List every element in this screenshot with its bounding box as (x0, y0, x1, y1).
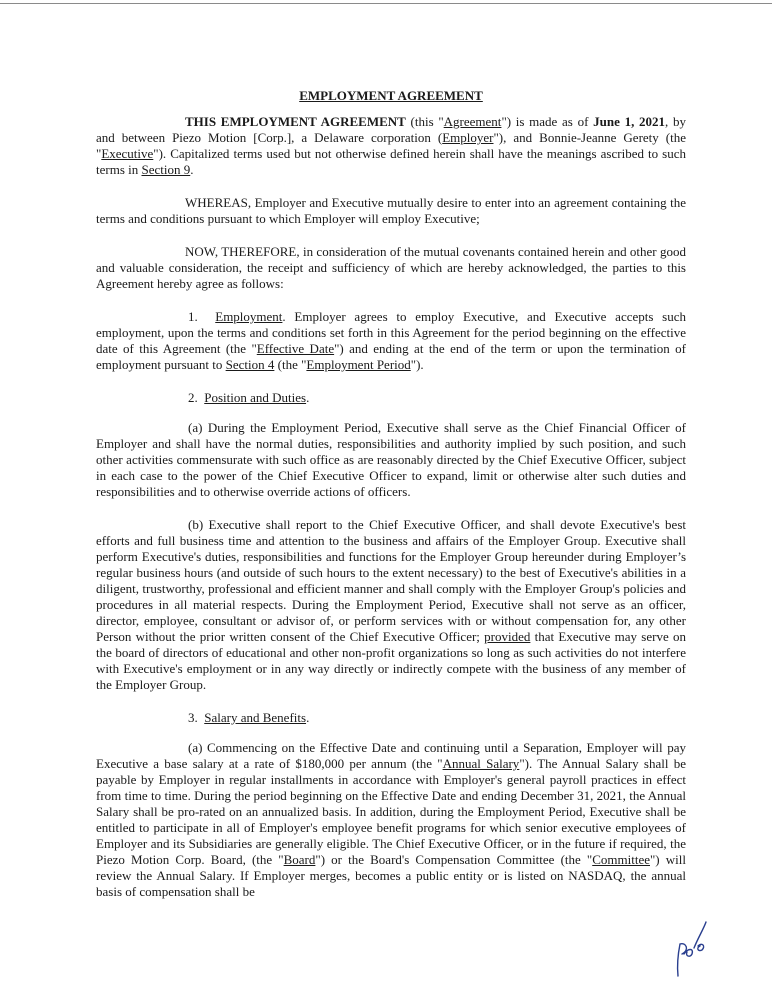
section-9-reference: Section 9 (141, 162, 191, 177)
board-term: Board (283, 852, 316, 867)
employer-term: Employer (442, 130, 494, 145)
section-3a-text-4: ") will review the Annual Salary. If Employer merges, becomes a public entity or is listed on NASDAQ, the annual basis of compensation shall be (96, 852, 686, 899)
intro-text-4: "), and Bonnie-Jeanne Gerety (the " (96, 130, 686, 161)
section-1-text-2: ") and ending at the end of the term or upon the termination of employment pursuant to (96, 341, 686, 372)
intro-text-6: . (190, 162, 194, 177)
section-3-heading-end: . (306, 710, 310, 725)
section-2-heading-line (96, 390, 686, 406)
section-2-heading: Position and Duties (204, 390, 307, 405)
annual-salary-term: Annual Salary (442, 756, 520, 771)
agreement-date: June 1, 2021 (593, 114, 666, 129)
section-1-text-1: . Employer agrees to employ Executive, and Executive accepts such employment, upon the terms and conditions set forth in this Agreement for the period beginning on the effective date of this Agreement (the " (96, 309, 687, 356)
intro-text-1: (this " (405, 114, 444, 129)
section-1-number: 1. (188, 309, 198, 324)
intro-paragraph (96, 114, 686, 178)
intro-text-3: , by and between Piezo Motion [Corp.], a Delaware corporation ( (96, 114, 686, 145)
intro-lead: THIS EMPLOYMENT AGREEMENT (185, 114, 406, 129)
section-1-paragraph (96, 309, 686, 373)
intro-text-5: "). Capitalized terms used but not otherwise defined herein shall have the meanings ascribed to such terms in (96, 146, 686, 177)
now-therefore-paragraph: NOW, THEREFORE, in consideration of the mutual covenants contained herein and other good and valuable consideration, the receipt and sufficiency of which are hereby acknowledged, the parties to this Agreement hereby agree as follows: (96, 244, 686, 291)
section-1-text-4: "). (410, 357, 424, 372)
page-top-edge (0, 3, 772, 4)
section-3a-text-1: (a) Commencing on the Effective Date and continuing until a Separation, Employer will pay Executive a base salary at a rate of $180,000 per annum (the " (96, 740, 686, 771)
section-3a-text-2: "). The Annual Salary shall be payable by Employer in regular installments in accordance with Employer's general payroll practices in effect from time to time. During the period beginning on the Effective Date and ending December 31, 2021, the Annual Salary shall be pro-rated on an annualized basis. In addition, during the Employment Period, Executive shall be entitled to participate in all of Employer's employee benefit programs for which senior executive employees of Employer and its Subsidiaries are generally eligible. The Chief Executive Officer, or in the future if required, the Piezo Motion Corp. Board, (the " (96, 756, 686, 867)
section-3-heading-line (96, 710, 686, 726)
executive-term: Executive (101, 146, 154, 161)
document-page (96, 88, 686, 917)
section-3a-text-3: ") or the Board's Compensation Committee (the " (315, 852, 593, 867)
committee-term: Committee (592, 852, 650, 867)
section-2a-paragraph: (a) During the Employment Period, Executive shall serve as the Chief Financial Officer of Employer and shall have the normal duties, responsibilities and authority implied by such position, and such other activities commensurate with such office as are reasonably directed by the Chief Executive Officer, subject in each case to the power of the Chief Executive Officer to expand, limit or otherwise alter such duties and responsibilities and to otherwise override actions of officers. (96, 420, 686, 499)
section-4-reference: Section 4 (225, 357, 275, 372)
section-3-number: 3. (188, 710, 198, 725)
effective-date-term: Effective Date (256, 341, 335, 356)
section-3a-paragraph (96, 740, 686, 900)
section-1-heading: Employment (215, 309, 283, 324)
employment-period-term: Employment Period (306, 357, 411, 372)
section-2-heading-end: . (306, 390, 310, 405)
document-title: EMPLOYMENT AGREEMENT (299, 88, 483, 103)
section-2-number: 2. (188, 390, 198, 405)
handwritten-initials (668, 918, 710, 978)
whereas-paragraph: WHEREAS, Employer and Executive mutually desire to enter into an agreement containing the terms and conditions pursuant to which Employer will employ Executive; (96, 195, 686, 226)
provided-term: provided (484, 629, 531, 644)
section-2b-text-2: that Executive may serve on the board of directors of educational and other non-profit organizations so long as such activities do not interfere with Executive's employment or in any way directly or indirectly compete with the business of any member of the Employer Group. (96, 629, 686, 692)
section-1-text-3: (the " (274, 357, 307, 372)
section-3-heading: Salary and Benefits (204, 710, 307, 725)
section-2b-text-1: (b) Executive shall report to the Chief Executive Officer, and shall devote Executive's best efforts and full business time and attention to the business and affairs of the Employer Group. Executive shall perform Executive's duties, responsibilities and functions for the Employer Group hereunder during Employer’s regular business hours (and outside of such hours to the extent necessary) to the best of Executive's abilities in a diligent, trustworthy, professional and efficient manner and shall comply with the Employer Group's policies and procedures in all material respects. During the Employment Period, Executive shall not serve as an officer, director, employee, consultant or advisor of, or perform services with or without compensation for, any other Person without the prior written consent of the Chief Executive Officer; (96, 517, 686, 644)
intro-text-2: ") is made as of (501, 114, 594, 129)
section-2b-paragraph (96, 517, 686, 693)
agreement-term: Agreement (443, 114, 502, 129)
